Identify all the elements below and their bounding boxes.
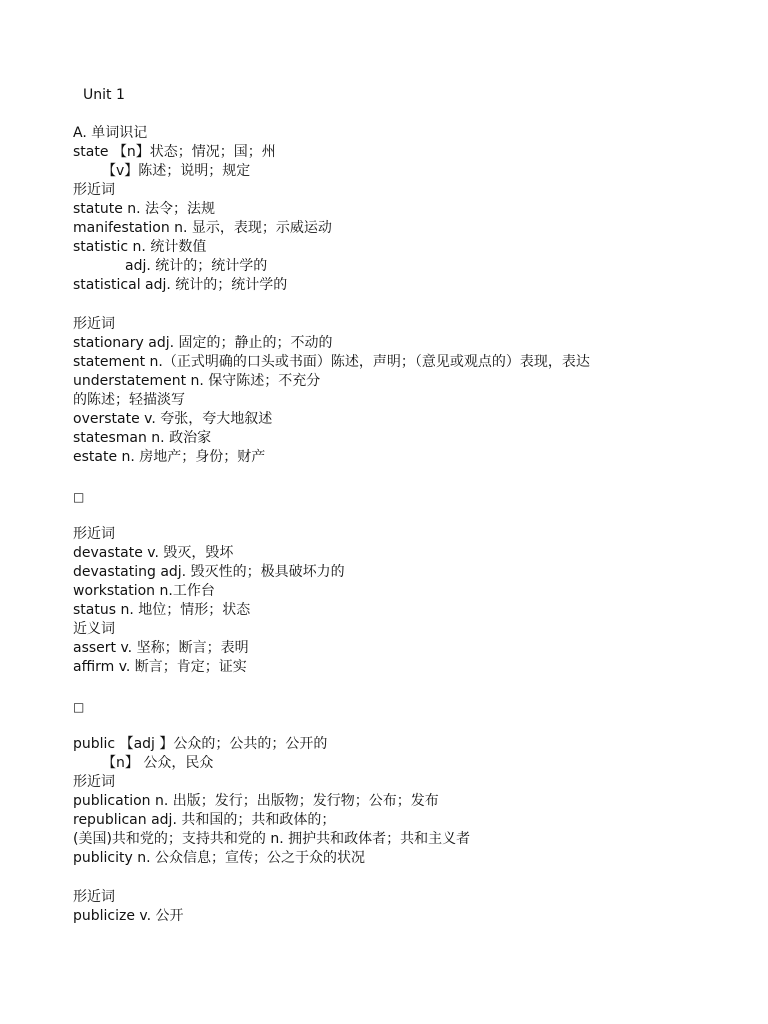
entry-line: 的陈述；轻描淡写 (73, 392, 185, 408)
category-label: 形近词 (73, 316, 115, 332)
placeholder-box-icon: □ (73, 700, 85, 714)
entry-line: statesman n. 政治家 (73, 430, 212, 446)
entry-line: manifestation n. 显示，表现；示威运动 (73, 220, 332, 236)
entry-line: publicize v. 公开 (73, 908, 184, 924)
category-label: 形近词 (73, 889, 115, 905)
entry-line: state 【n】状态；情况；国；州 (73, 144, 276, 160)
entry-line: statement n.（正式明确的口头或书面）陈述，声明；（意见或观点的）表现，表达 (73, 354, 590, 370)
placeholder-box-icon: □ (73, 490, 85, 504)
entry-line: statistical adj. 统计的；统计学的 (73, 277, 288, 293)
entry-line: devastate v. 毁灭，毁坏 (73, 545, 234, 561)
entry-line: adj. 统计的；统计学的 (125, 258, 268, 274)
entry-line: devastating adj. 毁灭性的；极具破坏力的 (73, 564, 345, 580)
entry-line: statute n. 法令；法规 (73, 201, 216, 217)
entry-line: stationary adj. 固定的；静止的；不动的 (73, 335, 333, 351)
entry-line: workstation n.工作台 (73, 583, 215, 599)
entry-line: publicity n. 公众信息；宣传；公之于众的状况 (73, 850, 366, 866)
category-label: 形近词 (73, 774, 115, 790)
entry-line: statistic n. 统计数值 (73, 239, 207, 255)
entry-line: public 【adj 】公众的；公共的；公开的 (73, 736, 328, 752)
category-label: 形近词 (73, 182, 115, 198)
entry-line: 【n】 公众，民众 (102, 755, 214, 771)
unit-title: Unit 1 (83, 87, 125, 103)
entry-line: estate n. 房地产；身份；财产 (73, 449, 266, 465)
entry-line: affirm v. 断言；肯定；证实 (73, 659, 247, 675)
entry-line: (美国)共和党的；支持共和党的 n. 拥护共和政体者；共和主义者 (73, 831, 471, 847)
section-heading: A. 单词识记 (73, 125, 148, 141)
category-label: 近义词 (73, 621, 115, 637)
entry-line: understatement n. 保守陈述；不充分 (73, 373, 321, 389)
entry-line: publication n. 出版；发行；出版物；发行物；公布；发布 (73, 793, 439, 809)
entry-line: overstate v. 夸张，夸大地叙述 (73, 411, 273, 427)
entry-line: republican adj. 共和国的；共和政体的； (73, 812, 336, 828)
entry-line: assert v. 坚称；断言；表明 (73, 640, 249, 656)
entry-line: status n. 地位；情形；状态 (73, 602, 251, 618)
entry-line: 【v】陈述；说明；规定 (102, 163, 251, 179)
category-label: 形近词 (73, 526, 115, 542)
